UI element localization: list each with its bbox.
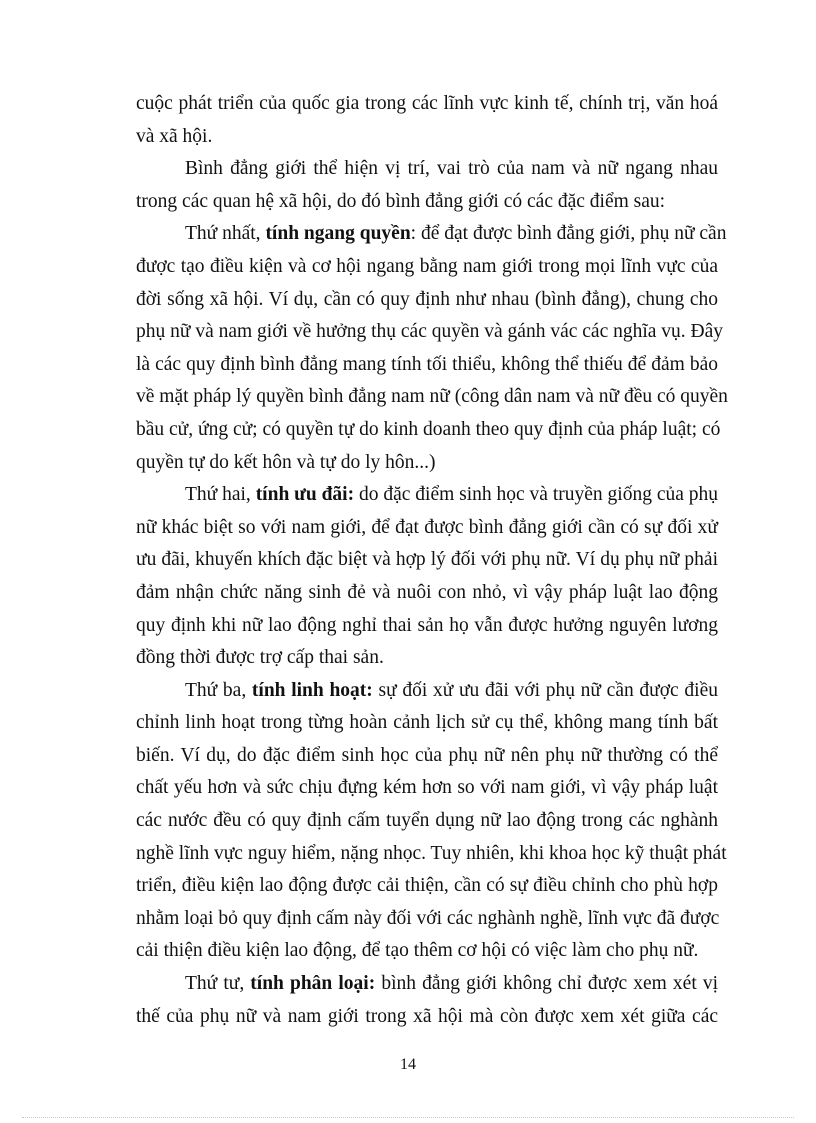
page-bottom-divider	[22, 1117, 794, 1118]
paragraph-second-heading	[136, 479, 718, 512]
text-line: về mặt pháp lý quyền bình đẳng nam nữ (công dân nam và nữ đều có quyền	[136, 386, 728, 408]
lead-text: Thứ ba,	[185, 679, 252, 701]
trail-text: : để đạt được bình đẳng giới, phụ nữ cần	[410, 223, 727, 245]
text-line: đảm nhận chức năng sinh đẻ và nuôi con nhỏ, vì vậy pháp luật lao động	[136, 581, 718, 603]
text-line: ưu đãi, khuyến khích đặc biệt và hợp lý đối với phụ nữ. Ví dụ phụ nữ phải	[136, 549, 718, 571]
bold-term-equal-rights: tính ngang quyền	[265, 223, 411, 245]
paragraph-third-heading	[136, 675, 718, 708]
text-line: được tạo điều kiện và cơ hội ngang bằng nam giới trong mọi lĩnh vực của	[136, 255, 718, 277]
paragraph-first-heading	[136, 218, 727, 251]
text-line: trong các quan hệ xã hội, do đó bình đẳng giới có các đặc điểm sau:	[136, 190, 666, 212]
page-number: 14	[400, 1056, 416, 1073]
text-line: nghề lĩnh vực nguy hiểm, nặng nhọc. Tuy nhiên, khi khoa học kỹ thuật phát	[136, 842, 727, 864]
lead-text: Thứ tư,	[185, 973, 251, 995]
text-line: cuộc phát triển của quốc gia trong các lĩnh vực kinh tế, chính trị, văn hoá	[136, 93, 718, 114]
text-line: thế của phụ nữ và nam giới trong xã hội mà còn được xem xét giữa các	[136, 1005, 718, 1027]
text-line: chỉnh linh hoạt trong từng hoàn cảnh lịch sử cụ thể, không mang tính bất	[136, 712, 718, 734]
trail-text: do đặc điểm sinh học và truyền giống của phụ	[354, 484, 719, 506]
text-line: đồng thời được trợ cấp thai sản.	[136, 647, 384, 669]
paragraph-fourth-heading	[136, 968, 718, 1001]
body-text	[136, 88, 728, 1033]
text-line: phụ nữ và nam giới về hưởng thụ các quyền và gánh vác các nghĩa vụ. Đây	[136, 321, 724, 343]
text-line: triển, điều kiện lao động được cải thiện, cần có sự điều chỉnh cho phù hợp	[136, 875, 718, 897]
trail-text: sự đối xử ưu đãi với phụ nữ cần được điều	[372, 679, 718, 701]
paragraph-intro: Bình đẳng giới thể hiện vị trí, vai trò của nam và nữ ngang nhau	[185, 158, 718, 180]
lead-text: Thứ nhất,	[185, 223, 266, 245]
text-line: biến. Ví dụ, do đặc điểm sinh học của phụ nữ nên phụ nữ thường có thể	[136, 744, 718, 766]
text-line: đời sống xã hội. Ví dụ, cần có quy định như nhau (bình đẳng), chung cho	[136, 288, 718, 310]
text-line: và xã hội.	[136, 125, 213, 147]
text-line: cải thiện điều kiện lao động, để tạo thêm cơ hội có việc làm cho phụ nữ.	[136, 940, 699, 962]
lead-text: Thứ hai,	[185, 484, 256, 506]
text-line: bầu cử, ứng cử; có quyền tự do kinh doanh theo quy định của pháp luật; có	[136, 418, 721, 440]
text-line: nữ khác biệt so với nam giới, để đạt được bình đẳng giới cần có sự đối xử	[136, 516, 718, 538]
trail-text: bình đẳng giới không chỉ được xem xét vị	[375, 973, 718, 995]
text-line: quyền tự do kết hôn và tự do ly hôn...)	[136, 451, 436, 473]
text-line: các nước đều có quy định cấm tuyển dụng nữ lao động trong các nghành	[136, 810, 718, 832]
text-line: quy định khi nữ lao động nghỉ thai sản họ vẫn được hưởng nguyên lương	[136, 614, 718, 636]
text-line: là các quy định bình đẳng mang tính tối thiểu, không thể thiếu để đảm bảo	[136, 353, 718, 375]
bold-term-flexible: tính linh hoạt:	[251, 679, 373, 701]
text-line: nhằm loại bỏ quy định cấm này đối với các nghành nghề, lĩnh vực đã được	[136, 907, 720, 929]
text-line: chất yếu hơn và sức chịu đựng kém hơn so với nam giới, vì vậy pháp luật	[136, 777, 718, 799]
bold-term-classification: tính phân loại:	[250, 973, 376, 995]
bold-term-preferential: tính ưu đãi:	[255, 484, 355, 506]
